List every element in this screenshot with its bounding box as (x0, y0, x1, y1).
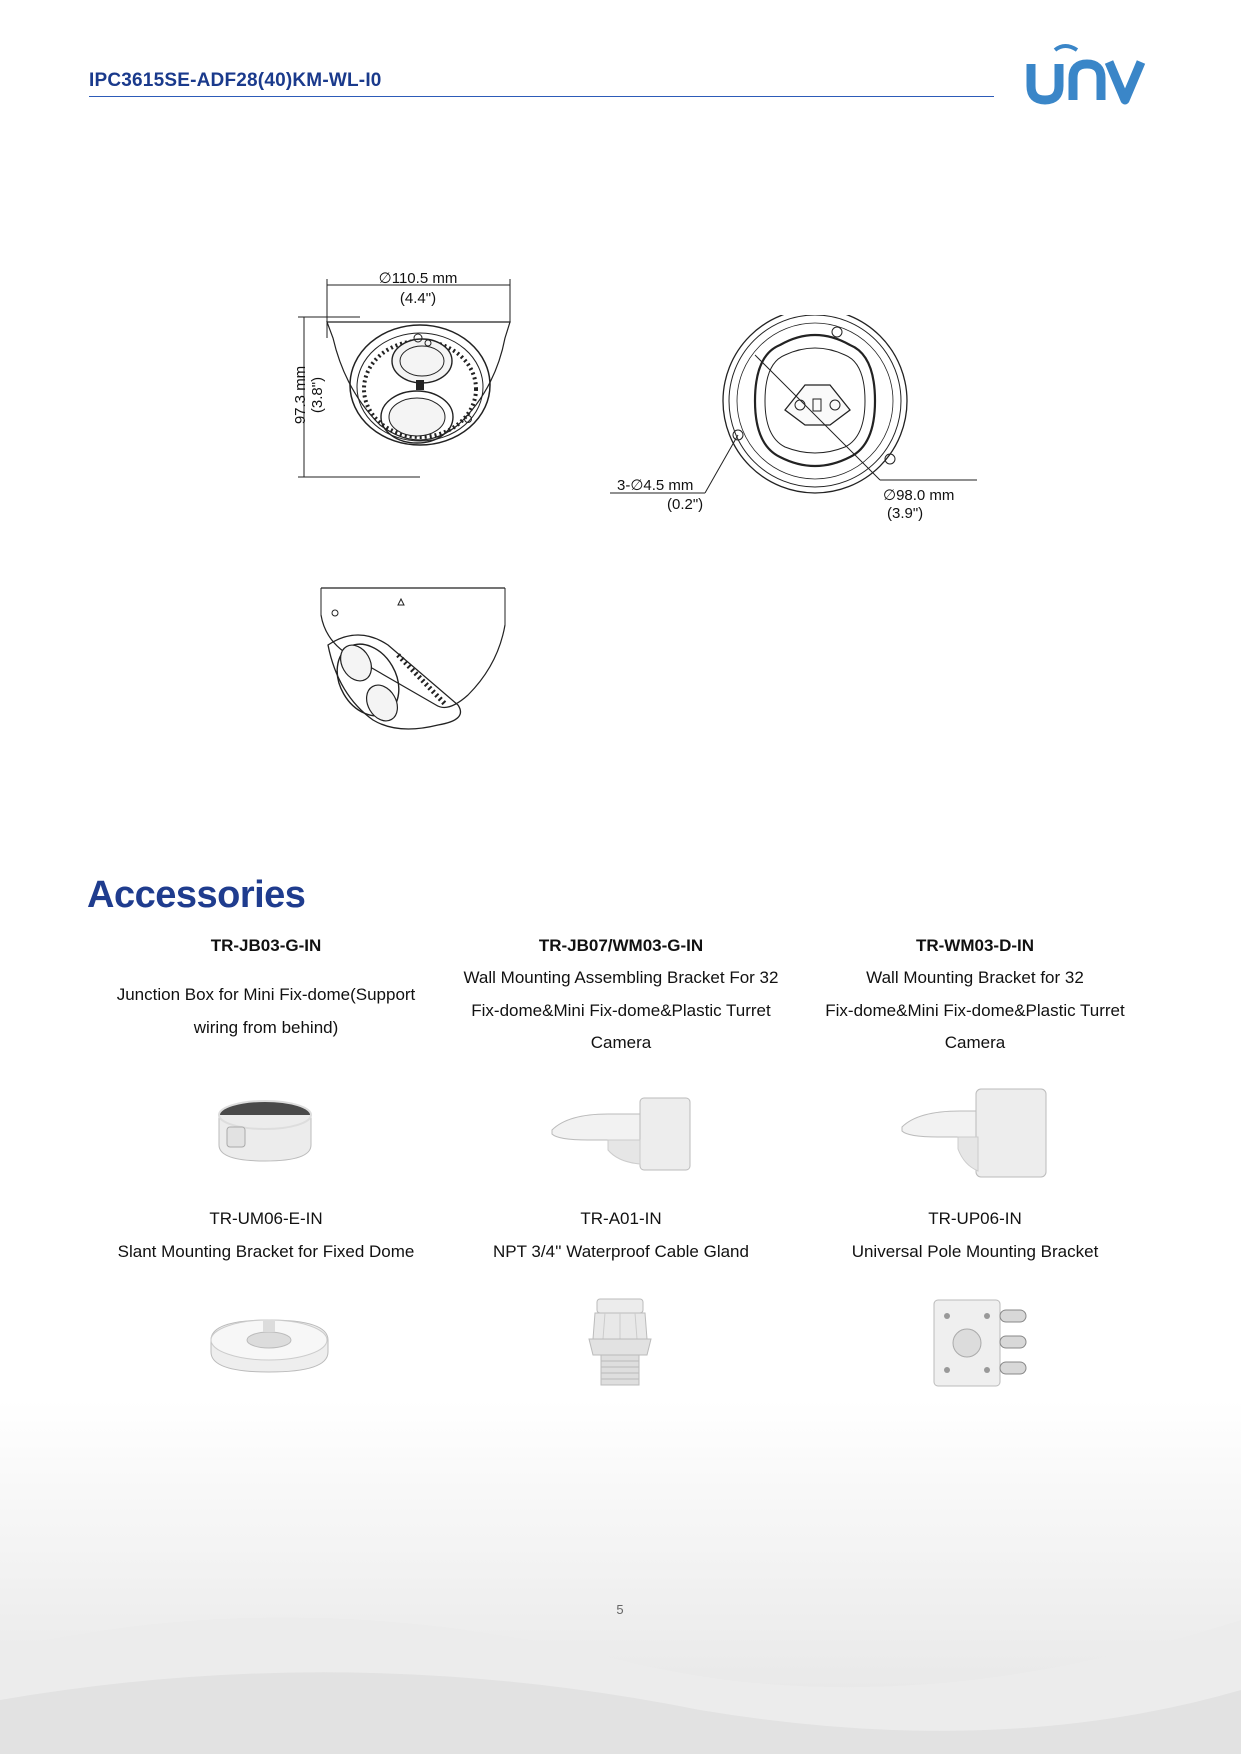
accessory-code-5: TR-A01-IN (580, 1209, 662, 1228)
accessory-code-1: TR-JB03-G-IN (210, 936, 322, 955)
front-height-inch: (3.8") (309, 376, 326, 414)
accessory-code-6: TR-UP06-IN (928, 1209, 1022, 1228)
bottom-diameter-inch: (3.9") (887, 505, 924, 522)
accessory-code-3: TR-WM03-D-IN (915, 936, 1035, 955)
accessory-code-2: TR-JB07/WM03-G-IN (538, 936, 704, 955)
page-number: 5 (616, 1602, 624, 1617)
accessory-desc-3: Wall Mounting Bracket for 32 Fix-dome&Mini Fix-dome&Plastic Turret Camera (825, 968, 1125, 1052)
accessory-desc-6: Universal Pole Mounting Bracket (851, 1242, 1099, 1261)
slant-mounting-bracket-image (207, 1312, 332, 1376)
camera-front-view-drawing (290, 265, 520, 490)
junction-box-image (215, 1095, 315, 1165)
footer-background-wave (0, 1400, 1241, 1754)
camera-side-view-drawing (318, 585, 508, 750)
accessory-desc-1: Junction Box for Mini Fix-dome(Support wiring from behind) (116, 985, 416, 1037)
header-divider (89, 96, 994, 97)
camera-bottom-view-drawing (605, 315, 980, 525)
cable-gland-image (585, 1295, 655, 1389)
front-width-inch: (4.4") (399, 290, 437, 307)
bottom-diameter-label: ∅98.0 mm (883, 487, 955, 504)
bottom-hole-inch: (0.2") (667, 496, 704, 513)
accessory-desc-4: Slant Mounting Bracket for Fixed Dome (117, 1242, 415, 1261)
bottom-hole-label: 3-∅4.5 mm (617, 477, 694, 494)
document-model-title: IPC3615SE-ADF28(40)KM-WL-I0 (89, 70, 382, 91)
wall-mounting-bracket-image (898, 1085, 1050, 1180)
pole-mounting-bracket-image (930, 1296, 1030, 1390)
accessory-desc-2: Wall Mounting Assembling Bracket For 32 Fix-dome&Mini Fix-dome&Plastic Turret Camera (463, 968, 779, 1052)
accessory-desc-5: NPT 3/4'' Waterproof Cable Gland (493, 1242, 749, 1261)
front-height-label: 97.3 mm (292, 365, 309, 425)
wall-assembling-bracket-image (548, 1092, 696, 1174)
accessories-heading: Accessories (87, 874, 306, 916)
front-width-label: ∅110.5 mm (378, 270, 458, 287)
accessory-code-4: TR-UM06-E-IN (209, 1209, 323, 1228)
unv-logo (1025, 40, 1147, 106)
